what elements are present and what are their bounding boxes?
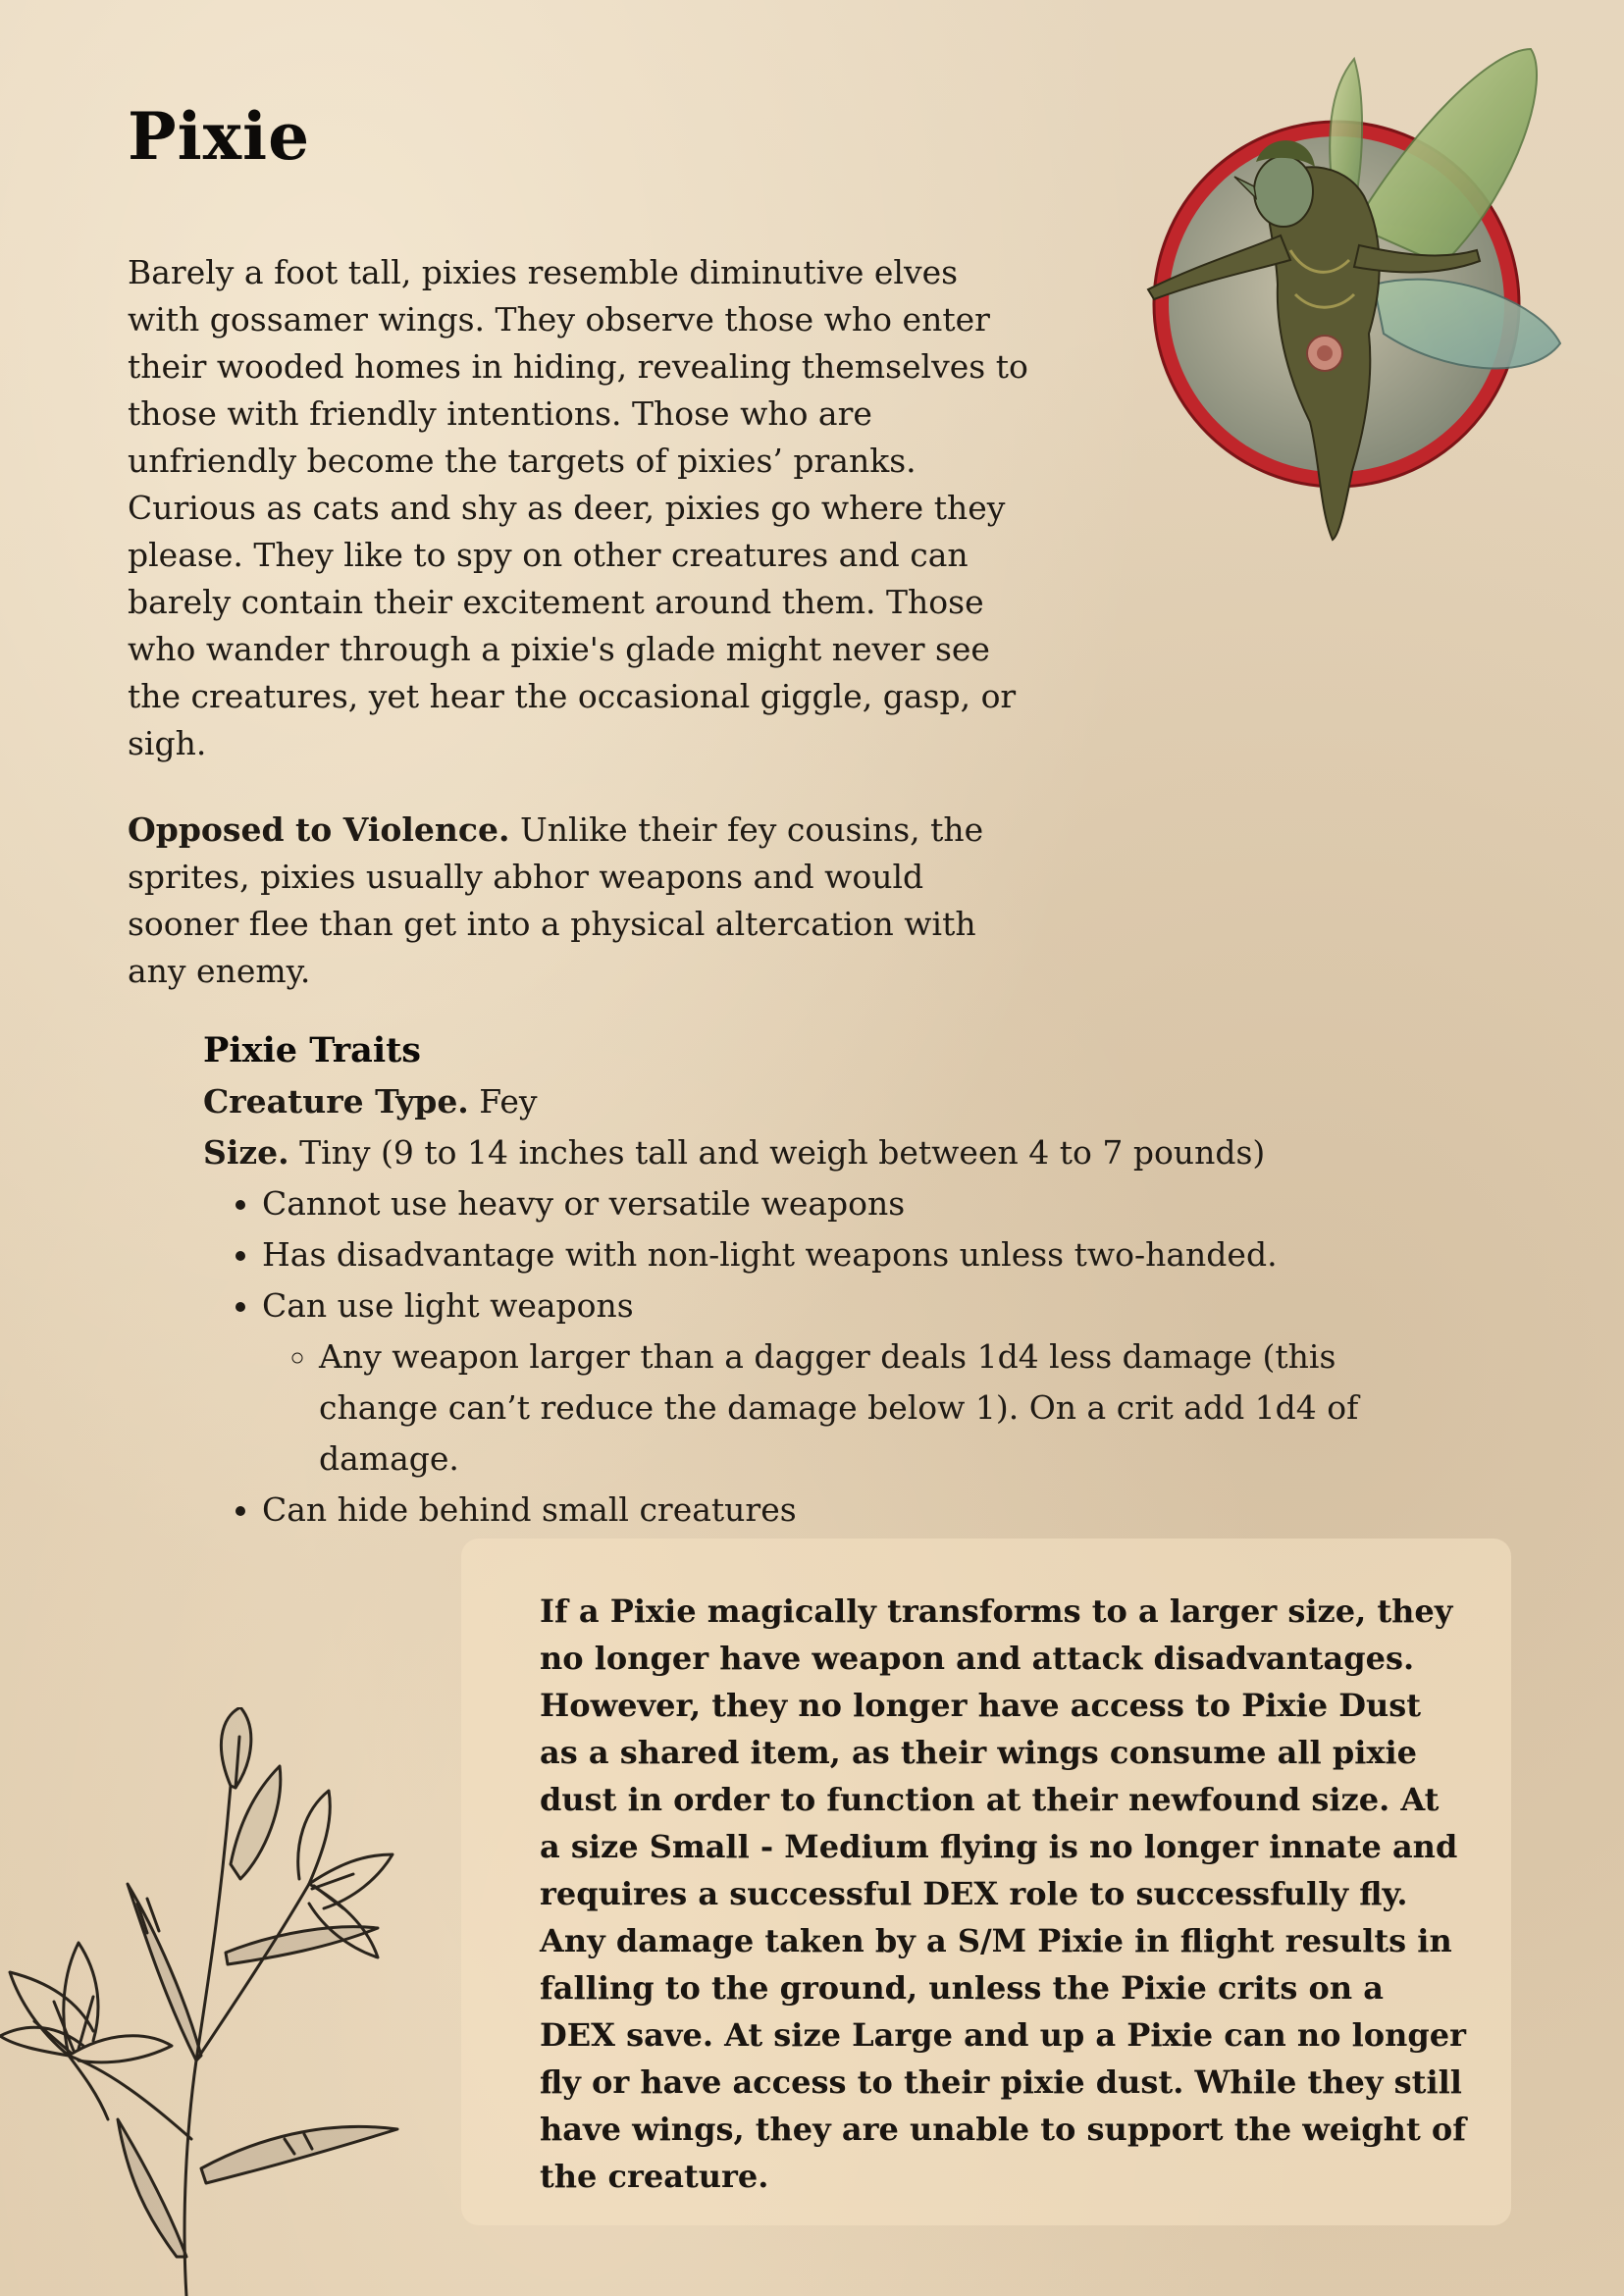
violence-text: Unlike their fey cousins, the sprites, pixies usually abhor weapons and would sooner flee than get into a physical altercation with any enemy.: [128, 810, 984, 990]
page-title: Pixie: [128, 98, 311, 175]
traits-section: [203, 1025, 1459, 1536]
sub-list-item: ◦ Any weapon larger than a dagger deals 1d4 less damage (this change can’t reduce the damage below 1). On a crit add 1d4 of damage.: [319, 1331, 1459, 1485]
pixie-portrait: [1119, 39, 1570, 549]
size-line: [203, 1127, 1459, 1178]
size-value: Tiny (9 to 14 inches tall and weigh between 4 to 7 pounds): [288, 1133, 1266, 1172]
intro-paragraph: Barely a foot tall, pixies resemble diminutive elves with gossamer wings. They observe those who enter their wooded homes in hiding, revealing themselves to those with friendly intentions. Those who are unfriendly become the targets of pixies’ pranks. Curious as cats and shy as deer, pixies go where they please. They like to spy on other creatures and can barely contain their excitement around them. Those who wander through a pixie's glade might never see the creatures, yet hear the occasional giggle, gasp, or sigh.: [128, 253, 1028, 762]
callout-box: [461, 1539, 1511, 2225]
size-label: Size.: [203, 1133, 289, 1172]
list-item: • Has disadvantage with non-light weapons unless two-handed.: [262, 1229, 1459, 1280]
creature-type-value: Fey: [468, 1082, 538, 1121]
list-item-text: Can use light weapons: [262, 1286, 634, 1325]
traits-list: [203, 1178, 1459, 1536]
traits-heading: Pixie Traits: [203, 1030, 422, 1070]
list-item: • Can hide behind small creatures: [262, 1485, 1459, 1536]
lily-flower-sketch: [0, 1707, 422, 2296]
violence-paragraph: [128, 807, 1030, 995]
sub-list: [262, 1331, 1459, 1485]
callout-text: If a Pixie magically transforms to a larger size, they no longer have weapon and attack disadvantages. However, they no longer have access to Pixie Dust as a shared item, as their wings consume all pixie dust in order to function at their newfound size. At a size Small - Medium flying is no longer innate and requires a successful DEX role to successfully fly. Any damage taken by a S/M Pixie in flight results in falling to the ground, unless the Pixie crits on a DEX save. At size Large and up a Pixie can no longer fly or have access to their pixie dust. While they still have wings, they are unable to support the weight of the creature.: [540, 1592, 1466, 2195]
creature-type-line: [203, 1076, 1459, 1127]
list-item: [262, 1280, 1459, 1485]
violence-label: Opposed to Violence.: [128, 810, 510, 849]
list-item: • Cannot use heavy or versatile weapons: [262, 1178, 1459, 1229]
creature-type-label: Creature Type.: [203, 1082, 469, 1121]
